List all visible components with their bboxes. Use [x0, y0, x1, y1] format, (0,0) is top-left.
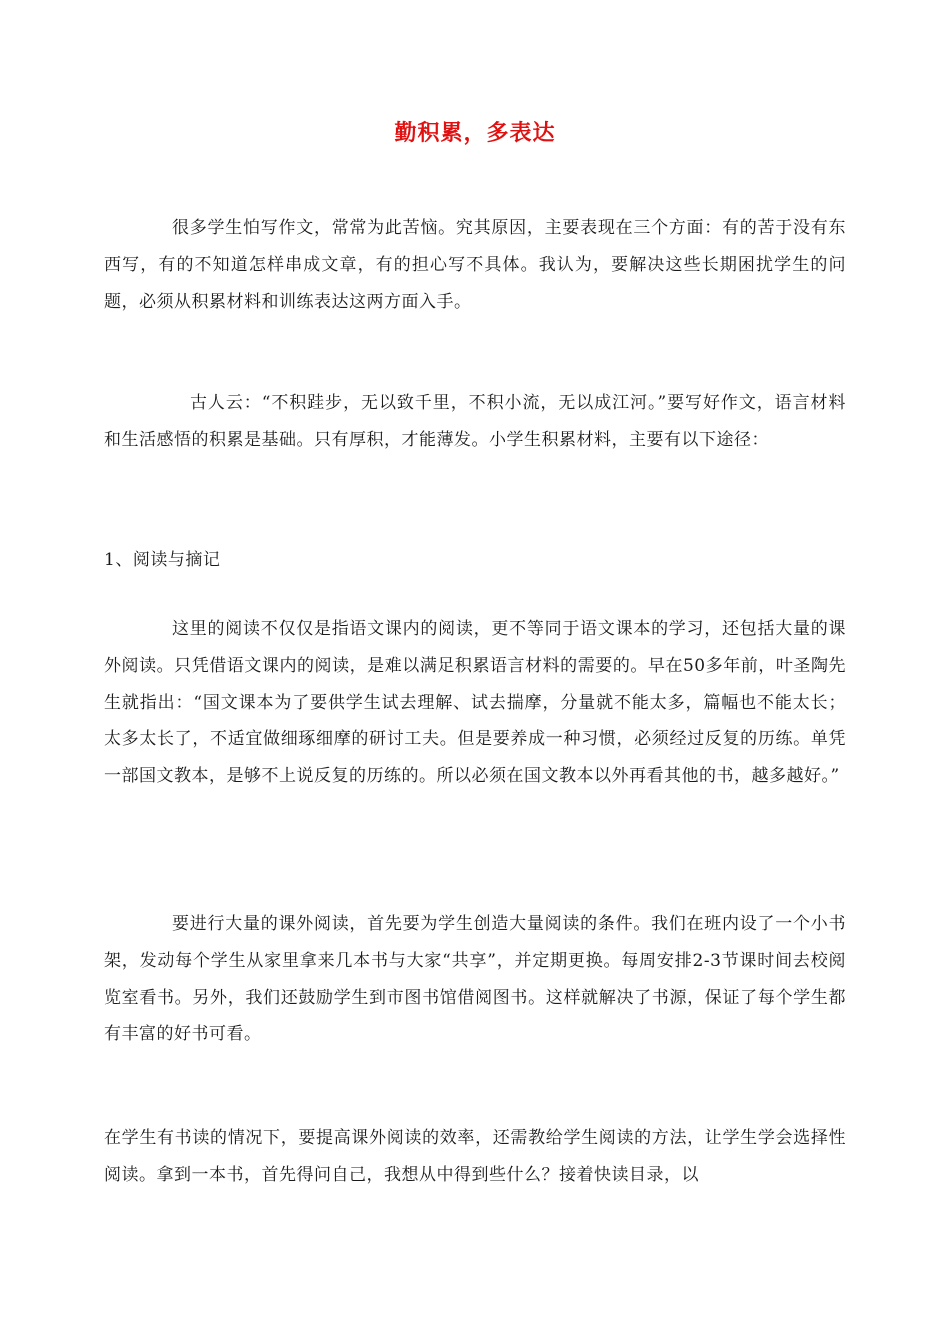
paragraph-intro: 很多学生怕写作文，常常为此苦恼。究其原因，主要表现在三个方面：有的苦于没有东西写，有的不知道怎样串成文章，有的担心写不具体。我认为，要解决这些长期困扰学生的问题，必须从积累材料和训练表达这两方面入手。: [104, 218, 846, 312]
paragraph-ancient-saying: 古人云：“不积跬步，无以致千里，不积小流，无以成江河。”要写好作文，语言材料和生活感悟的积累是基础。只有厚积，才能薄发。小学生积累材料，主要有以下途径：: [104, 393, 846, 450]
paragraph-methods: 在学生有书读的情况下，要提高课外阅读的效率，还需教给学生阅读的方法，让学生学会选择性阅读。拿到一本书，首先得问自己，我想从中得到些什么？接着快读目录，以: [104, 1128, 846, 1185]
paragraph-conditions: 要进行大量的课外阅读，首先要为学生创造大量阅读的条件。我们在班内设了一个小书架，发动每个学生从家里拿来几本书与大家“共享”，并定期更换。每周安排2-3节课时间去校阅览室看书。另外，我们还鼓励学生到市图书馆借阅图书。这样就解决了书源，保证了每个学生都有丰富的好书可看。: [104, 914, 846, 1045]
section-heading-reading: 1、阅读与摘记: [104, 550, 221, 570]
document-title: 勤积累，多表达: [394, 120, 556, 146]
paragraph-reading: 这里的阅读不仅仅是指语文课内的阅读，更不等同于语文课本的学习，还包括大量的课外阅读。只凭借语文课内的阅读，是难以满足积累语言材料的需要的。早在50多年前，叶圣陶先生就指出：“国文课本为了要供学生试去理解、试去揣摩，分量就不能太多，篇幅也不能太长；太多太长了，不适宜做细琢细摩的研讨工夫。但是要养成一种习惯，必须经过反复的历练。单凭一部国文教本，是够不上说反复的历练的。所以必须在国文教本以外再看其他的书，越多越好。”: [104, 619, 846, 787]
